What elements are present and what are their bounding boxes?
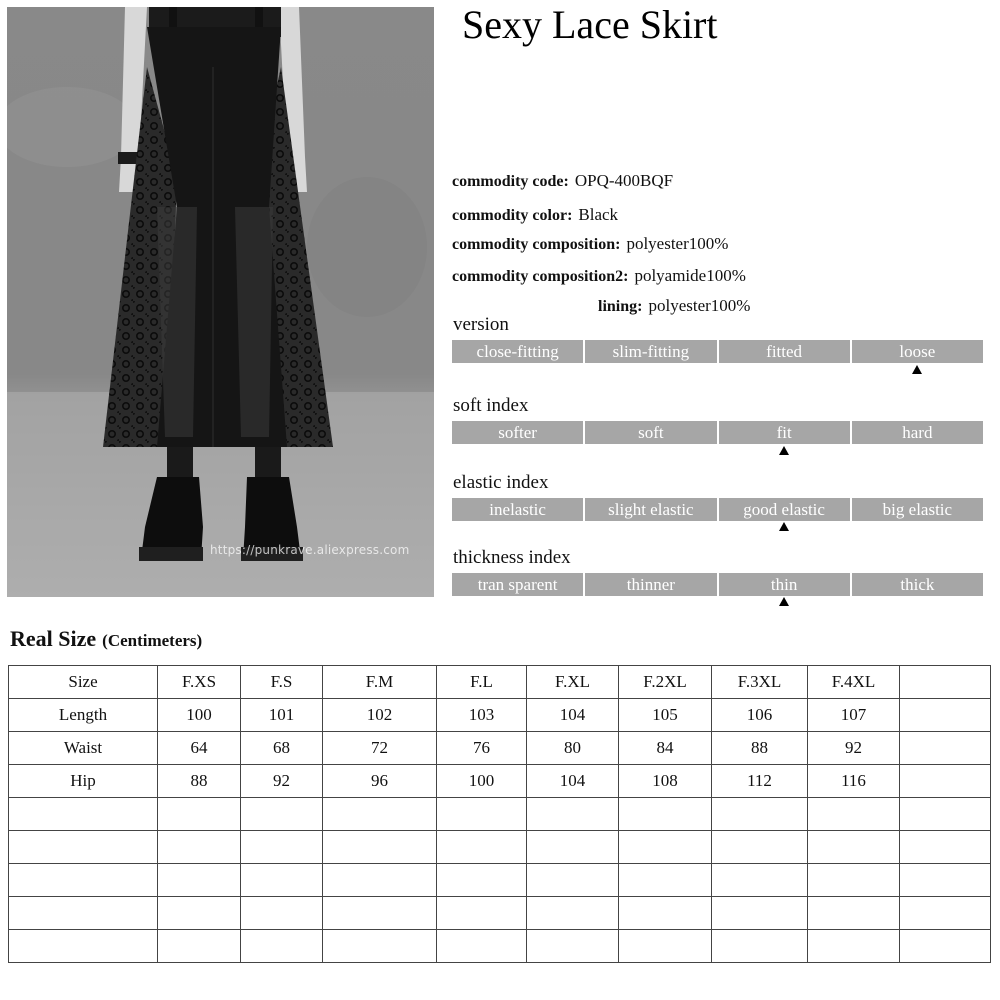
attribute-value: OPQ-400BQF (574, 171, 674, 190)
table-cell: F.XS (158, 666, 241, 699)
watermark-text: https://punkrave.aliexpress.com (210, 543, 410, 557)
size-table-body (9, 666, 991, 963)
size-heading-title: Real Size (10, 626, 97, 651)
table-cell (900, 732, 991, 765)
attribute-value: polyester100% (648, 296, 751, 315)
attribute-composition2 (452, 266, 746, 286)
table-cell (241, 831, 323, 864)
table-cell (808, 831, 900, 864)
table-cell (619, 897, 712, 930)
table-cell: 88 (712, 732, 808, 765)
version-option: loose (852, 340, 983, 363)
attribute-key: lining: (598, 298, 643, 315)
version-option: fitted (719, 340, 850, 363)
table-cell: 104 (527, 699, 619, 732)
table-row-label (9, 798, 158, 831)
table-cell (808, 897, 900, 930)
table-cell: F.4XL (808, 666, 900, 699)
elastic-index-label: elastic index (453, 472, 549, 493)
table-cell (712, 831, 808, 864)
elastic-index-option: inelastic (452, 498, 583, 521)
product-title: Sexy Lace Skirt (462, 2, 718, 47)
thickness-index-marker-icon (779, 597, 789, 606)
table-cell (158, 897, 241, 930)
table-cell: 100 (158, 699, 241, 732)
table-cell: 108 (619, 765, 712, 798)
table-row (9, 732, 991, 765)
thickness-index-option: thin (719, 573, 850, 596)
table-cell (323, 897, 437, 930)
table-cell (158, 831, 241, 864)
table-row-label (9, 930, 158, 963)
table-cell: 100 (437, 765, 527, 798)
table-cell (808, 930, 900, 963)
table-cell: F.2XL (619, 666, 712, 699)
elastic-index-scale (452, 498, 983, 521)
table-row (9, 831, 991, 864)
soft-index-option: fit (719, 421, 850, 444)
table-row-label: Size (9, 666, 158, 699)
table-cell (712, 864, 808, 897)
size-heading (10, 626, 202, 652)
soft-index-marker-icon (779, 446, 789, 455)
table-cell: 76 (437, 732, 527, 765)
table-cell (241, 798, 323, 831)
table-cell: F.L (437, 666, 527, 699)
table-cell: 80 (527, 732, 619, 765)
table-cell: 88 (158, 765, 241, 798)
table-cell (900, 864, 991, 897)
table-cell (619, 831, 712, 864)
table-cell (527, 897, 619, 930)
table-cell (437, 864, 527, 897)
product-photo (7, 7, 434, 597)
elastic-index-marker-icon (779, 522, 789, 531)
table-cell: 107 (808, 699, 900, 732)
attribute-value: polyamide100% (634, 266, 746, 285)
table-cell (241, 864, 323, 897)
attribute-key: commodity code: (452, 173, 569, 190)
table-cell (712, 930, 808, 963)
table-cell (808, 798, 900, 831)
table-cell: 112 (712, 765, 808, 798)
elastic-index-option: slight elastic (585, 498, 716, 521)
table-cell (158, 930, 241, 963)
soft-index-option: soft (585, 421, 716, 444)
elastic-index-option: big elastic (852, 498, 983, 521)
table-cell (437, 831, 527, 864)
size-table (8, 665, 991, 963)
attribute-value: polyester100% (626, 234, 729, 253)
table-cell: 68 (241, 732, 323, 765)
table-row (9, 930, 991, 963)
table-row-label: Hip (9, 765, 158, 798)
table-cell: 64 (158, 732, 241, 765)
table-cell (241, 897, 323, 930)
thickness-index-option: thick (852, 573, 983, 596)
table-cell (158, 864, 241, 897)
table-cell (900, 765, 991, 798)
attribute-lining (598, 296, 750, 316)
table-cell (712, 798, 808, 831)
soft-index-scale (452, 421, 983, 444)
table-cell (323, 930, 437, 963)
skirt-illustration (7, 7, 434, 597)
soft-index-option: hard (852, 421, 983, 444)
table-cell (900, 699, 991, 732)
table-cell: 106 (712, 699, 808, 732)
table-cell (619, 798, 712, 831)
table-cell (527, 798, 619, 831)
table-cell (900, 831, 991, 864)
table-cell: 96 (323, 765, 437, 798)
size-heading-unit: (Centimeters) (102, 631, 203, 650)
table-cell (158, 798, 241, 831)
table-row-label (9, 897, 158, 930)
table-row (9, 765, 991, 798)
table-row-label (9, 864, 158, 897)
version-scale (452, 340, 983, 363)
table-cell: 105 (619, 699, 712, 732)
table-cell: 92 (241, 765, 323, 798)
table-cell (437, 930, 527, 963)
table-cell: F.3XL (712, 666, 808, 699)
table-cell: 116 (808, 765, 900, 798)
table-row (9, 666, 991, 699)
table-row (9, 699, 991, 732)
table-cell: F.XL (527, 666, 619, 699)
table-cell: F.M (323, 666, 437, 699)
table-cell: 101 (241, 699, 323, 732)
table-cell (900, 798, 991, 831)
table-cell (323, 798, 437, 831)
soft-index-option: softer (452, 421, 583, 444)
version-option: close-fitting (452, 340, 583, 363)
table-cell (437, 897, 527, 930)
thickness-index-option: thinner (585, 573, 716, 596)
table-row (9, 897, 991, 930)
table-cell (527, 864, 619, 897)
attribute-key: commodity composition: (452, 236, 621, 253)
table-cell (241, 930, 323, 963)
table-cell (323, 831, 437, 864)
table-cell: 72 (323, 732, 437, 765)
table-cell (619, 864, 712, 897)
table-cell (808, 864, 900, 897)
attribute-color (452, 205, 618, 225)
table-row-label: Length (9, 699, 158, 732)
table-cell: 104 (527, 765, 619, 798)
table-row (9, 864, 991, 897)
table-row-label: Waist (9, 732, 158, 765)
elastic-index-option: good elastic (719, 498, 850, 521)
table-row (9, 798, 991, 831)
table-cell (712, 897, 808, 930)
table-cell (323, 864, 437, 897)
soft-index-label: soft index (453, 395, 529, 416)
version-option: slim-fitting (585, 340, 716, 363)
table-cell (900, 930, 991, 963)
table-cell (900, 897, 991, 930)
table-cell (437, 798, 527, 831)
table-row-label (9, 831, 158, 864)
attribute-key: commodity composition2: (452, 268, 629, 285)
thickness-index-label: thickness index (453, 547, 571, 568)
thickness-index-option: tran sparent (452, 573, 583, 596)
table-cell: 84 (619, 732, 712, 765)
table-cell: 102 (323, 699, 437, 732)
attribute-code (452, 171, 673, 191)
table-cell: 103 (437, 699, 527, 732)
attribute-composition (452, 234, 728, 254)
table-cell: F.S (241, 666, 323, 699)
table-cell (619, 930, 712, 963)
table-cell (527, 930, 619, 963)
attribute-key: commodity color: (452, 207, 573, 224)
table-cell: 92 (808, 732, 900, 765)
thickness-index-scale (452, 573, 983, 596)
version-marker-icon (912, 365, 922, 374)
version-label: version (453, 314, 509, 335)
attribute-value: Black (578, 205, 619, 224)
table-cell (527, 831, 619, 864)
table-cell (900, 666, 991, 699)
